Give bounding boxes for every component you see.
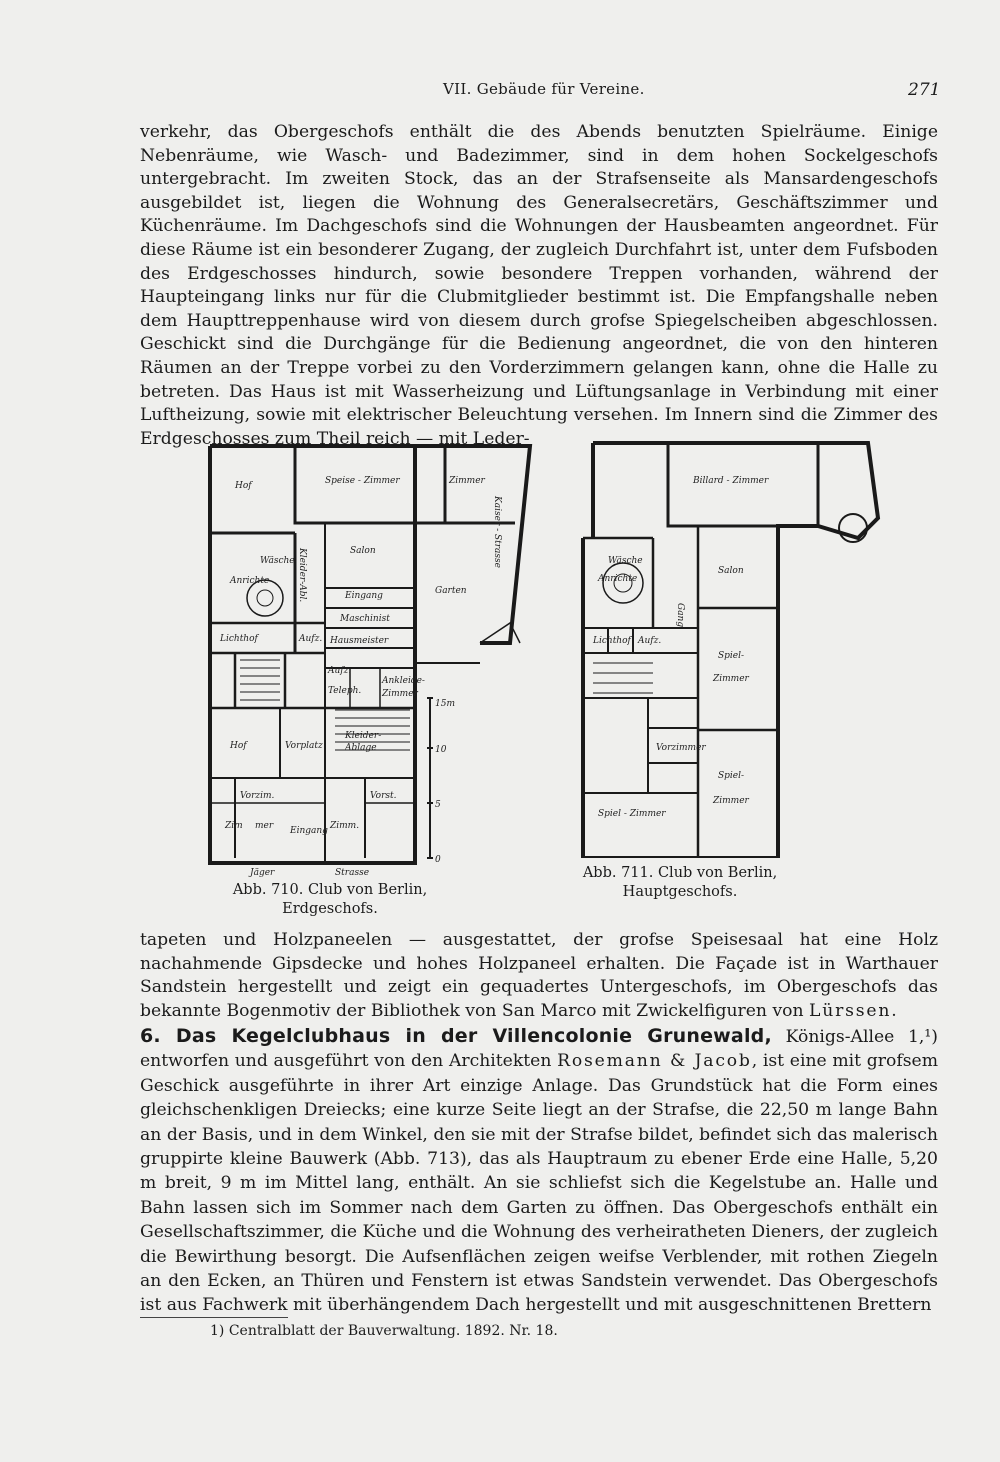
label-anrichte: Anrichte bbox=[598, 574, 638, 584]
label-zimm: Zimm. bbox=[330, 821, 360, 831]
label-ankleide-zimmer: Zimmer bbox=[382, 689, 418, 699]
floor-plan-710 bbox=[205, 438, 545, 878]
label-mer: mer bbox=[255, 821, 274, 831]
label-zim: Zim bbox=[225, 821, 243, 831]
label-vorzim: Vorzim. bbox=[240, 791, 275, 801]
scale-10: 10 bbox=[435, 745, 447, 755]
floor-plan-711-drawing bbox=[578, 438, 908, 858]
label-waesche: Wäsche bbox=[608, 556, 643, 566]
label-anrichte: Anrichte bbox=[230, 576, 270, 586]
label-aufz: Aufz. bbox=[299, 634, 323, 644]
label-aufz-2: Aufz. bbox=[328, 666, 352, 676]
label-gang: Gang bbox=[675, 603, 685, 628]
label-salon: Salon bbox=[350, 546, 376, 556]
floor-plan-710-drawing bbox=[205, 438, 545, 878]
scale-15: 15m bbox=[435, 699, 455, 709]
label-spiel-1: Spiel- bbox=[718, 651, 745, 661]
page-number: 271 bbox=[908, 80, 941, 100]
label-aufz: Aufz. bbox=[638, 636, 662, 646]
caption-711 bbox=[560, 864, 800, 902]
label-ankleide: Ankleide- bbox=[382, 676, 425, 686]
caption-710-line1: Abb. 710. Club von Berlin, bbox=[232, 882, 428, 898]
label-jaeger: Jäger bbox=[250, 868, 275, 878]
label-kleider: Kleider- bbox=[345, 731, 382, 741]
footnote: 1) Centralblatt der Bauverwaltung. 1892. Nr. 18. bbox=[210, 1323, 558, 1339]
label-strasse: Strasse bbox=[335, 868, 370, 878]
label-speise-zimmer: Speise - Zimmer bbox=[325, 476, 400, 486]
paragraph-2-text: tapeten und Holzpaneelen — ausgestattet, der grofse Speisesaal hat eine Holz nachahmende Gipsdecke und hohes Holzpaneel erhalten. Die Façade ist in Warthauer Sandstein hergestellt und zeigt ein gequadertes Untergeschofs, im Obergeschofs das bekannte Bogenmotiv der Bibliothek von San Marco mit Zwickelfiguren von bbox=[140, 930, 938, 1021]
label-salon: Salon bbox=[718, 566, 744, 576]
label-hof: Hof bbox=[235, 481, 252, 491]
label-billard-zimmer: Billard - Zimmer bbox=[693, 476, 769, 486]
label-spiel-2-zimmer: Zimmer bbox=[713, 796, 749, 806]
architects: Rosemann & Jacob bbox=[557, 1051, 752, 1072]
label-waesche: Wäsche bbox=[260, 556, 295, 566]
caption-710-line2: Erdgeschofs. bbox=[282, 901, 378, 917]
label-ablage: Ablage bbox=[345, 743, 377, 753]
paragraph-2-name: Lürssen bbox=[809, 1000, 892, 1021]
label-maschinist: Maschinist bbox=[340, 614, 390, 624]
paragraph-2-end: . bbox=[891, 1000, 897, 1021]
label-telef: Teleph. bbox=[328, 686, 362, 696]
label-kleider-abl: Kleider-Abl. bbox=[297, 548, 307, 603]
footnote-rule bbox=[140, 1317, 288, 1318]
scale-5: 5 bbox=[435, 800, 441, 810]
label-eingang: Eingang bbox=[345, 591, 383, 601]
paragraph-3 bbox=[140, 1024, 938, 1318]
section-address: Königs-Allee 1,¹) bbox=[785, 1027, 938, 1047]
label-vorst: Vorst. bbox=[370, 791, 397, 801]
caption-711-line1: Abb. 711. Club von Berlin, bbox=[582, 865, 778, 881]
scale-0: 0 bbox=[435, 855, 441, 865]
paragraph-3-b: , ist eine mit grofsem Geschick ausgeführte in ihrer Art einzige Anlage. Das Grundstück hat die Form eines gleichschenkligen Dreiecks; eine kurze Seite liegt an der Strafse, die 22,50 m lange Bahn an der Basis, und in dem Winkel, den sie mit der Strafse bildet, befindet sich das malerisch gruppirte kleine Bauwerk (Abb. 713), das als Hauptraum zu ebener Erde eine Halle, 5,20 m breit, 9 m im Mittel lang, enthält. An sie schliefst sich die Kegelstube an. Halle und Bahn lassen sich im Sommer nach dem Garten zu öffnen. Das Obergeschofs enthält ein Gesellschaftszimmer, die Küche und die Wohnung des verheiratheten Dieners, der zugleich die Bewirthung besorgt. Die Aufsenflächen zeigen weifse Verblender, mit rothen Ziegeln an den Ecken, an Thüren und Fenstern ist etwas Sandstein verwendet. Das Obergeschofs ist aus Fachwerk mit überhängendem Dach hergestellt und mit ausgeschnittenen Brettern bbox=[140, 1051, 939, 1316]
paragraph-3-a: entworfen und ausgeführt von den Architekten bbox=[140, 1051, 552, 1072]
label-kaiser-strasse: Kaiser - Strasse bbox=[492, 496, 502, 568]
label-hausmeister: Hausmeister bbox=[330, 636, 389, 646]
label-lichthof: Lichthof bbox=[220, 634, 258, 644]
label-eingang-2: Eingang bbox=[290, 826, 328, 836]
running-title: VII. Gebäude für Vereine. bbox=[443, 80, 645, 98]
paragraph-1: verkehr, das Obergeschofs enthält die des Abends benutzten Spielräume. Einige Nebenräume, wie Wasch- und Badezimmer, sind in dem hohen Sockelgeschofs untergebracht. Im zweiten Stock, das an der Strafsenseite als Mansardengeschofs ausgebildet ist, liegen die Wohnung des Generalsecretärs, Geschäftszimmer und Küchenräume. Im Dachgeschofs sind die Wohnungen der Hausbeamten angeordnet. Für diese Räume ist ein besonderer Zugang, der zugleich Durchfahrt ist, unter dem Fufsboden des Erdgeschosses hindurch, sowie besondere Treppen vorhanden, während der Haupteingang links nur für die Clubmitglieder bestimmt ist. Die Empfangshalle neben dem Haupttreppenhause wird von diesem durch grofse Spiegelscheiben abgeschlossen. Geschickt sind die Durchgänge für die Bedienung angeordnet, die von den hinteren Räumen an der Treppe vorbei zu den Vorderzimmern gelangen kann, ohne die Halle zu betreten. Das Haus ist mit Wasserheizung und Lüftungsanlage in Verbindung mit einer Luftheizung, sowie mit elektrischer Beleuchtung versehen. Im Innern sind die Zimmer des Erdgeschosses zum Theil reich — mit Leder- bbox=[140, 122, 938, 449]
floor-plan-711 bbox=[578, 438, 908, 858]
label-vorzimmer: Vorzimmer bbox=[656, 743, 706, 753]
label-lichthof: Lichthof bbox=[593, 636, 631, 646]
label-hof-2: Hof bbox=[230, 741, 247, 751]
label-garten: Garten bbox=[435, 586, 467, 596]
label-spiel-zimmer-3: Spiel - Zimmer bbox=[598, 809, 666, 819]
label-spiel-2: Spiel- bbox=[718, 771, 745, 781]
label-zimmer: Zimmer bbox=[449, 476, 485, 486]
label-spiel-1-zimmer: Zimmer bbox=[713, 674, 749, 684]
caption-711-line2: Hauptgeschofs. bbox=[622, 884, 738, 900]
running-header bbox=[0, 80, 1000, 104]
label-vorplatz: Vorplatz bbox=[285, 741, 323, 751]
paragraph-2 bbox=[140, 929, 938, 1023]
caption-710 bbox=[215, 881, 445, 919]
section-heading: 6. Das Kegelclubhaus in der Villencolonie Grunewald, bbox=[140, 1025, 772, 1047]
